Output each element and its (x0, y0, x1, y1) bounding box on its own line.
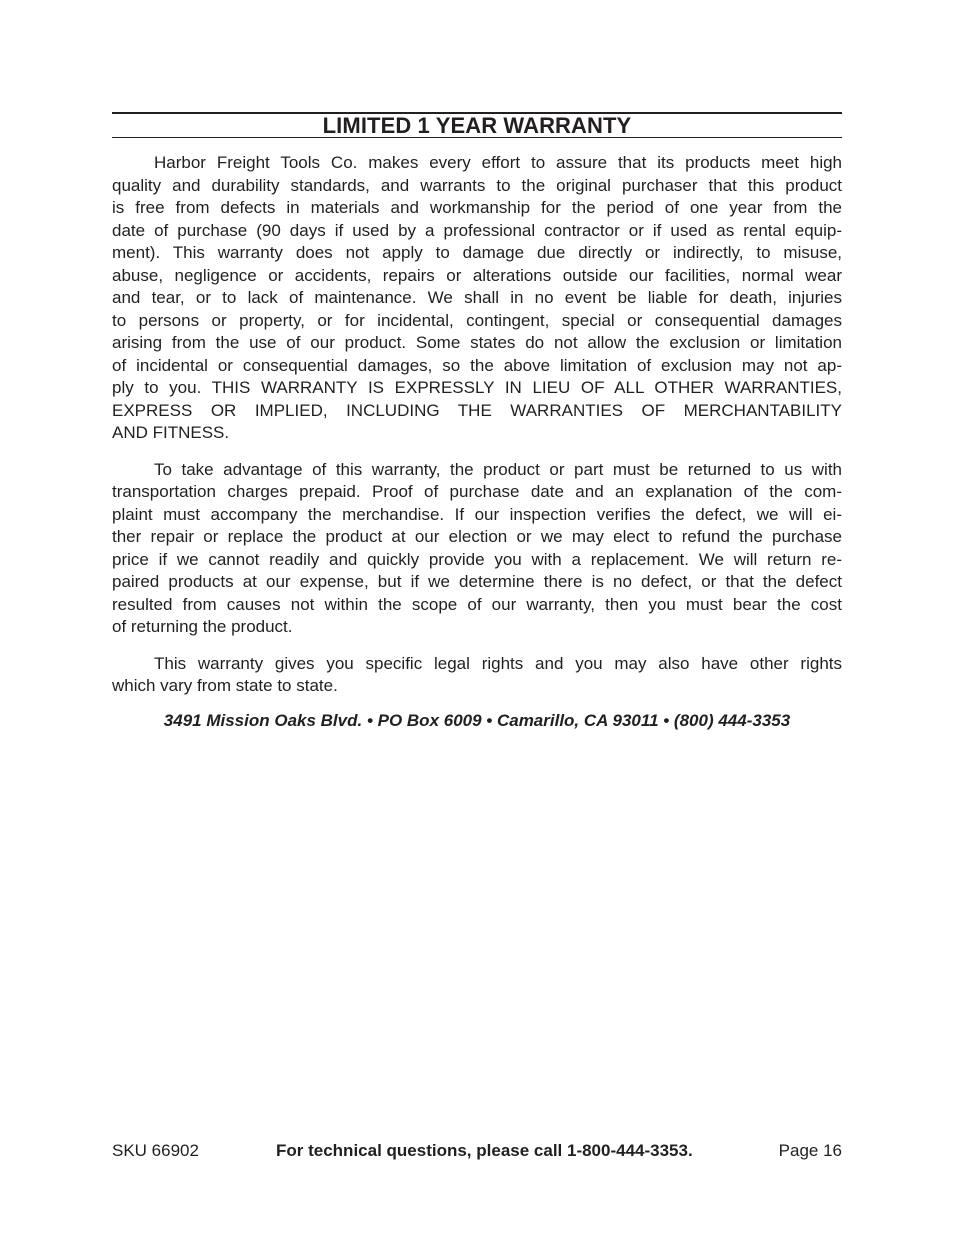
page-number: Page 16 (778, 1141, 842, 1160)
page-footer (112, 1139, 842, 1163)
sku-label: SKU 66902 (112, 1141, 199, 1160)
text-line: This warranty gives you specific legal rights and you may also have other rights (154, 653, 842, 673)
warranty-title-rule (112, 112, 842, 138)
warranty-paragraph-2 (112, 459, 842, 639)
tech-support-line: For technical questions, please call 1-800-444-3353. (276, 1141, 693, 1160)
text-line: date of purchase (90 days if used by a professional contractor or if used as rental equip- (112, 220, 842, 240)
text-line: quality and durability standards, and warrants to the original purchaser that this product (112, 175, 842, 195)
text-line: of returning the product. (112, 617, 293, 636)
text-line: plaint must accompany the merchandise. If our inspection verifies the defect, we will ei- (112, 504, 842, 524)
warranty-body (112, 152, 842, 712)
text-line: To take advantage of this warranty, the product or part must be returned to us with (154, 459, 842, 479)
warranty-paragraph-1 (112, 152, 842, 445)
warranty-paragraph-3 (112, 653, 842, 698)
text-line: is free from defects in materials and workmanship for the period of one year from the (112, 198, 842, 217)
text-line: paired products at our expense, but if we determine there is no defect, or that the defect (112, 572, 842, 591)
text-line: and tear, or to lack of maintenance. We shall in no event be liable for death, injuries (112, 288, 842, 307)
text-line: to persons or property, or for incidental, contingent, special or consequential damages (112, 310, 842, 330)
warranty-title: LIMITED 1 YEAR WARRANTY (322, 113, 632, 138)
text-line: price if we cannot readily and quickly provide you with a replacement. We will return re- (112, 549, 842, 569)
text-line: Harbor Freight Tools Co. makes every effort to assure that its products meet high (154, 153, 842, 172)
text-line: of incidental or consequential damages, so the above limitation of exclusion may not ap- (112, 355, 842, 375)
text-line: EXPRESS OR IMPLIED, INCLUDING THE WARRANTIES OF MERCHANTABILITY (112, 400, 842, 420)
text-line: which vary from state to state. (112, 676, 338, 695)
text-line: arising from the use of our product. Some states do not allow the exclusion or limitation (112, 333, 842, 352)
text-line: abuse, negligence or accidents, repairs or alterations outside our facilities, normal wear (112, 265, 842, 285)
text-line: transportation charges prepaid. Proof of purchase date and an explanation of the com- (112, 482, 842, 501)
text-line: ply to you. THIS WARRANTY IS EXPRESSLY IN LIEU OF ALL OTHER WARRANTIES, (112, 378, 842, 397)
text-line: AND FITNESS. (112, 423, 230, 442)
text-line: ment). This warranty does not apply to damage due directly or indirectly, to misuse, (112, 243, 842, 262)
text-line: ther repair or replace the product at our election or we may elect to refund the purchase (112, 527, 842, 546)
text-line: resulted from causes not within the scope of our warranty, then you must bear the cost (112, 594, 842, 614)
company-address: 3491 Mission Oaks Blvd. • PO Box 6009 • Camarillo, CA 93011 • (800) 444-3353 (163, 711, 791, 730)
